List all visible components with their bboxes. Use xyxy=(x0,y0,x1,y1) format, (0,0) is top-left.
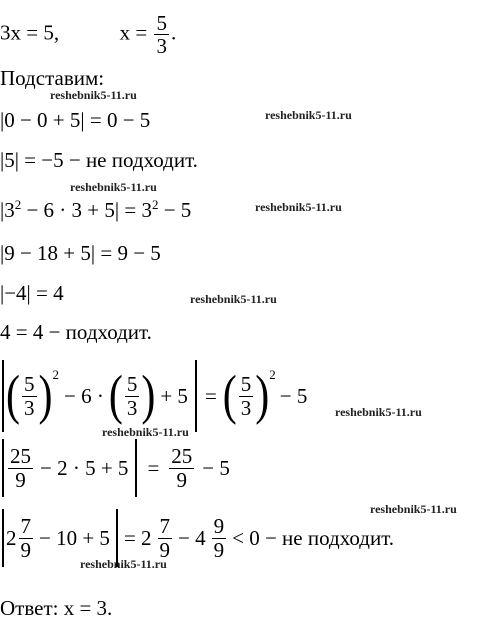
equation-3x: 3x = 5, xyxy=(0,20,60,45)
answer-line: Ответ: x = 3. xyxy=(0,596,113,620)
equation-line-7: |−4| = 4 xyxy=(0,281,64,305)
equation-line-3: |0 − 0 + 5| = 0 − 5 xyxy=(0,108,151,132)
equation-line-11: 2 $\frac{7}{9}$ − 10 + 5 = 2 $\frac{7}{9}$ − 4 $\frac{9}{9}$ < 0 − не подходит. xyxy=(0,505,394,571)
abs-bar-right xyxy=(195,360,197,432)
equation-line-6: |9 − 18 + 5| = 9 − 5 xyxy=(0,241,161,265)
watermark: reshebnik5-11.ru xyxy=(370,502,457,516)
watermark: reshebnik5-11.ru xyxy=(80,557,167,571)
watermark: reshebnik5-11.ru xyxy=(335,405,422,419)
equation-line-10: $\frac{25}{9}$ − 2 · 5 + 5 = $\frac{25}{9}$ − 5 xyxy=(0,435,230,501)
watermark: reshebnik5-11.ru xyxy=(265,108,352,122)
equation-line-1: 3x = 5, x = $\frac{5}{3}$ . xyxy=(0,11,177,59)
watermark: reshebnik5-11.ru xyxy=(50,88,137,102)
watermark: reshebnik5-11.ru xyxy=(102,425,189,439)
fraction-5-3: $\frac{5}{3}$ xyxy=(156,11,167,59)
watermark: reshebnik5-11.ru xyxy=(70,180,157,194)
equation-line-8: 4 = 4 − подходит. xyxy=(0,320,152,344)
watermark: reshebnik5-11.ru xyxy=(255,200,342,214)
abs-bar-left xyxy=(2,360,4,432)
equation-line-5: $|3^2 - 6 \cdot 3 + 5| = 3^2 - 5$ xyxy=(0,197,192,222)
equation-line-4: |5| = −5 − не подходит. xyxy=(0,148,198,172)
watermark: reshebnik5-11.ru xyxy=(190,292,277,306)
equation-x-eq: x = xyxy=(119,20,148,45)
substitute-heading: Подставим: xyxy=(0,66,105,90)
equation-line-9: ( $\frac{5}{3}$ ) $^2$ − 6 · ( $\frac{5}{3}$ ) + 5 = ( $\frac{5}{3}$ ) $^2$ − 5 xyxy=(0,360,307,432)
